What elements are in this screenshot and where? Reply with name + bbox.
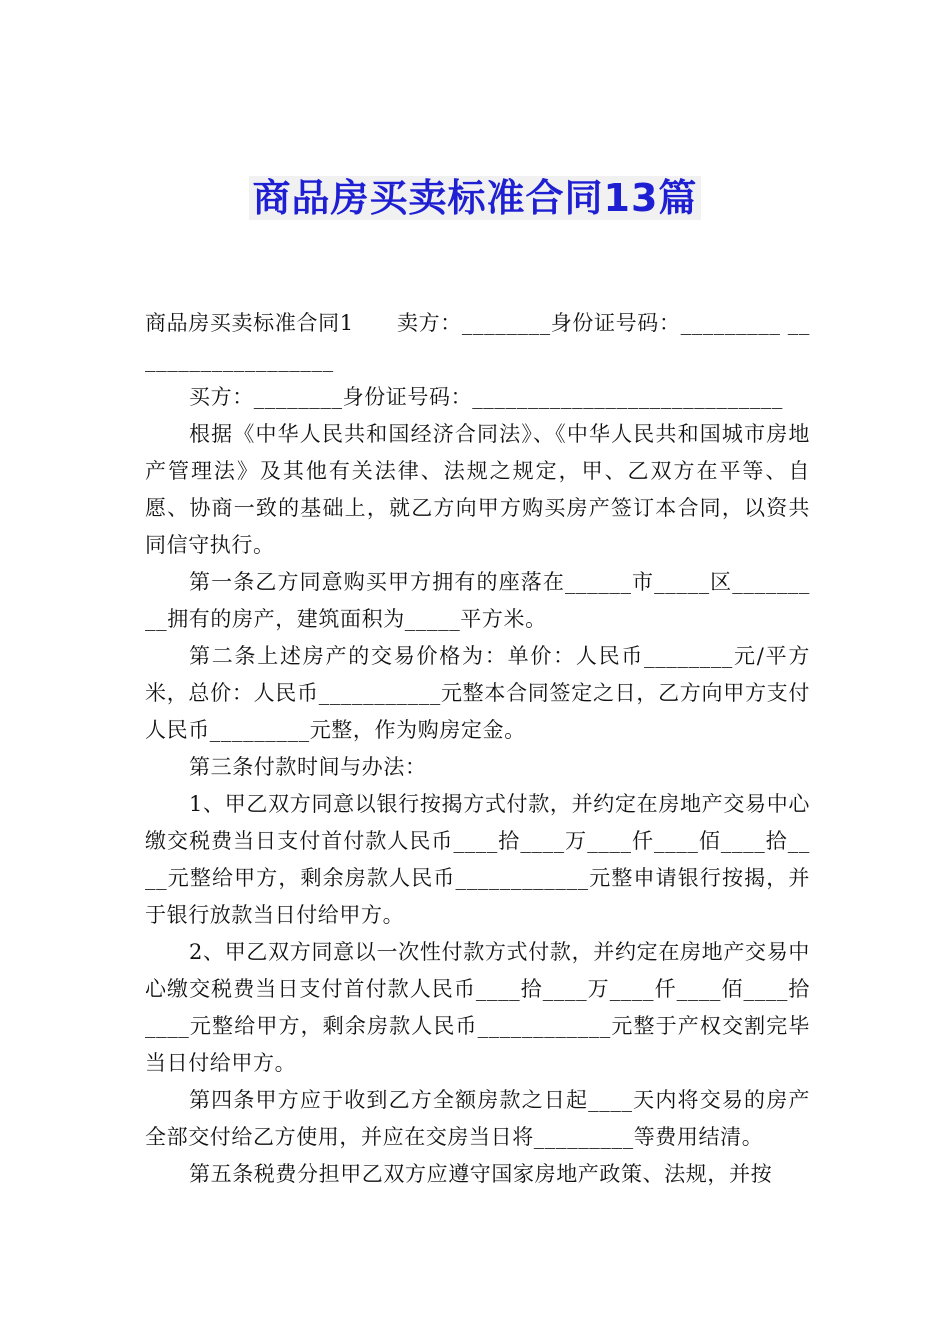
paragraph-buyer-line: 买方：________身份证号码：____________________________ [189,385,783,409]
paragraph-article-2: 第二条上述房产的交易价格为：单价：人民币________元/平方米，总价：人民币___________元整本合同签定之日，乙方向甲方支付人民币_________元整，作为购房定金。 [145,644,810,742]
paragraph-article-4: 第四条甲方应于收到乙方全额房款之日起____天内将交易的房产全部交付给乙方使用，并应在交房当日将_________等费用结清。 [145,1088,810,1149]
paragraph-article-3: 第三条付款时间与办法： [189,755,427,779]
paragraph-article-3-item-1: 1、甲乙双方同意以银行按揭方式付款，并约定在房地产交易中心缴交税费当日支付首付款人民币____拾____万____仟____佰____拾____元整给甲方，剩余房款人民币____________元整申请银行按揭，并于银行放款当日付给甲方。 [145,792,810,927]
document-body [145,305,810,1193]
paragraph-seller-line: 商品房买卖标准合同1 卖方：________身份证号码：_________ ___________________ [145,311,810,372]
paragraph-article-1: 第一条乙方同意购买甲方拥有的座落在______市_____区_________拥有的房产，建筑面积为_____平方米。 [145,570,810,631]
paragraph-article-5: 第五条税费分担甲乙双方应遵守国家房地产政策、法规，并按 [189,1162,773,1186]
document-title [0,172,950,224]
paragraph-preamble: 根据《中华人民共和国经济合同法》、《中华人民共和国城市房地产管理法》及其他有关法律、法规之规定，甲、乙双方在平等、自愿、协商一致的基础上，就乙方向甲方购买房产签订本合同，以资共同信守执行。 [145,422,810,557]
document-title-text: 商品房买卖标准合同13篇 [249,176,702,220]
paragraph-article-3-item-2: 2、甲乙双方同意以一次性付款方式付款，并约定在房地产交易中心缴交税费当日支付首付款人民币____拾____万____仟____佰____拾____元整给甲方，剩余房款人民币____________元整于产权交割完毕当日付给甲方。 [145,940,810,1075]
